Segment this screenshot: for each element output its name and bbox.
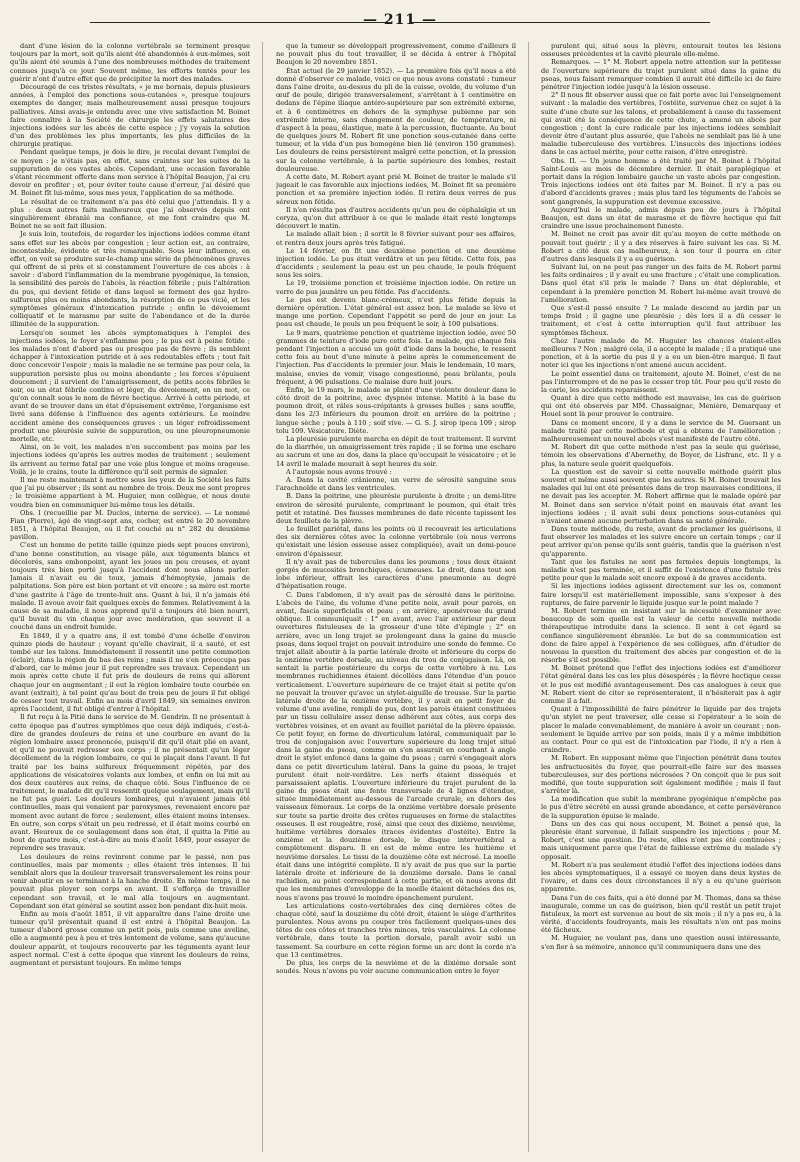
paragraph: A l'autopsie nous avons trouvé : <box>286 467 392 476</box>
paragraph: Pendant quelque temps, je dois le dire, je reculai devant l'emploi de ce moyen : je n'étais pas, en effet, sans craintes sur les suites de la suppuration de ces vastes abcès. Cependant, une occasion favorable s'étant récemment offerte dans mon service à l'hôpital Beaujon, j'ai cru devoir en profiter ; et, pour éviter toute cause d'erreur, j'ai désiré que M. Boinet fît lui-même, sous mes yeux, l'application de sa méthode. <box>10 148 250 198</box>
column-divider <box>262 42 263 1152</box>
paragraph: Je suis loin, toutefois, de regarder les injections iodées comme étant sans effet sur les abcès par congestion ; leur action est, au contraire, incontestable, évidente et très remarquable. Sous leur influence, en effet, on voit se produire sur-le-champ une série de phénomènes graves qui offrent de si près et si constamment l'ouverture de ces abcès : à savoir : d'abord l'inflammation de la membrane pyogénique, la tension, la sensibilité des parois de l'abcès, la réaction fébrile ; puis l'altération du pus, qui devient fétide et dans lequel se forment des gaz hydro-sulfureux plus ou moins abondants, la résorption de ce pus vicié, et les symptômes généraux d'intoxication putride ; enfin le dévoiement colliquatif et le marasme par suite de l'abondance et de la durée illimitée de la suppuration. <box>10 230 250 329</box>
paragraph: Si les injections iodées agissent directement sur les os, comment faire lorsqu'il est matériellement impossible, sans s'exposer à des ruptures, de faire parvenir le liquide jusque sur le point malade ? <box>541 582 781 607</box>
paragraph: Découragé de ces tristes résultats, « je me bornais, depuis plusieurs années, à l'emploi des ponctions sous-cutanées », presque toujours exemptes de danger, mais malheureusement aussi presque toujours palliatives. Ainsi avais-je entendu avec une vive satisfaction M. Boinet faire connaître à la Société de chirurgie les effets salutaires des injections iodées sur les abcès de cette espèce ; j'y voyais la solution d'un des problèmes les plus importants, les plus difficiles de la chirurgie pratique. <box>10 82 250 149</box>
paragraph: Lorsqu'on soumet les abcès symptomatiques à l'emploi des injections iodées, le foyer s'enflamme peu ; le pus est à peine fétide ; les malades n'ont d'abord pas ou presque pas de fièvre ; ils semblent échapper à l'intoxication putride et à ses redoutables effets ; tout fait donc concevoir l'espoir ; mais la maladie ne se termine pas pour cela, la suppuration persiste plus ou moins abondante ; les forces s'épuisent doucement ; il survient de l'amaigrissement, de petits accès fébriles le soir, ou un état fébrile continu et léger, du dévoiement, en un mot, ce qu'on connaît sous le nom de fièvre hectique. Arrivé à cette période, et avant de se trouver dans un état d'épuisement extrême, l'organisme est livré sans défense à l'influence des agents extérieurs. Le moindre accident amène des conséquences graves : un léger refroidissement produit une pleurésie suivie de suppuration, ou une pleuropneumonie mortelle, etc. <box>10 328 250 443</box>
paragraph: M. Boinet prétend que l'effet des injections iodées est d'améliorer l'état général dans les cas les plus désespérés ; la fièvre hectique cesse et le pus est modifié avantageusement. Des cas analogues à ceux que M. Robert vient de citer se représenteraient, il n'hésiterait pas à agir comme il a fait. <box>541 664 781 705</box>
paragraph: Le 9 mars, quatrième ponction et quatrième injection iodée, avec 50 grammes de teinture d'iode pure cette fois. Le malade, qui chaque fois pendant l'injection a accusé un goût d'iode dans la bouche, le ressent cette fois au bout d'une minute à peine après le commencement de l'injection. Pas d'accidents le premier jour. Mais le lendemain, 10 mars, malaise, envies de vomir, visage congestionné, peau brûlante, pouls fréquent, à 96 pulsations. Ce malaise dure huit jours. <box>276 328 516 386</box>
paragraph: M. Robert termine en insistant sur la nécessité d'examiner avec beaucoup de soin quelle est la valeur de cette nouvelle méthode thérapeutique introduite dans la science. Il sent à cet égard sa confiance singulièrement ébranlée. Le but de sa communication est donc de faire appel à l'expérience de ses collègues, afin d'étudier de nouveau la question du traitement des abcès par congestion et de la résorbe s'il est possible. <box>541 606 781 665</box>
text-column-right <box>541 42 781 1152</box>
paragraph: De plus, les corps de la neuvième et de la dixième dorsale sont soudés. Nous n'avons pu voir aucune communication entre le foyer <box>276 959 516 976</box>
paragraph: M. Huguier, ne voulant pas, dans une question aussi intéressante, s'en fier à sa mémoire, annonce qu'il communiquera dans une des <box>541 934 781 951</box>
paragraph: Dans ce moment encore, il y a dans le service de M. Guersant un malade traité par cette méthode et qui a obtenu de l'amélioration ; malheureusement un nouvel abcès s'est manifesté de l'autre côté. <box>541 418 781 443</box>
paragraph: Il n'en résulta pas d'autres accidents qu'un peu de céphalalgie et un coryza, qu'on dut attribuer à ce que le malade était resté longtemps découvert le matin. <box>276 205 516 231</box>
paragraph: Dans toute méthode, du reste, avant de proclamer les guérisons, il faut observer les malades et les suivre encore un certain temps ; car il peut arriver qu'on pense qu'ils sont guéris, tandis que la guérison n'est qu'apparente. <box>541 525 781 558</box>
paragraph: Le 19, troisième ponction et troisième injection iodée. On retire un verre de pus jaunâtre un peu fétide. Pas d'accidents. <box>276 279 516 296</box>
paragraph: Obs. I (recueillie par M. Duclos, interne de service). — Le nommé Fian (Pierre), âgé de vingt-sept ans, cocher, est entré le 20 novembre 1851, à l'hôpital Beaujon, où il fut couché au n° 282 du deuxième pavillon. <box>10 508 250 542</box>
paragraph: que la tumeur se développait progressivement, comme d'ailleurs il ne pouvait plus du tout travailler, il se décida à entrer à l'hôpital Beaujon le 20 novembre 1851. <box>276 42 516 67</box>
paragraph: C. Dans l'abdomen, il n'y avait pas de sérosité dans le péritoine. L'abcès de l'aine, du volume d'une petite noix, avait pour parois, en avant, fascia superficialis et peau ; en arrière, aponévrose du grand oblique. Il communiquait : 1° en avant, avec l'air extérieur par deux ouvertures fistuleuses de la grosseur d'une tête d'épingle ; 2° en arrière, avec un long trajet se prolongeant dans la gaine du muscle psoas, dans lequel trajet on pouvait introduire une sonde de femme. Ce trajet allait aboutir à la partie latérale droite et inférieure du corps de la onzième vertèbre dorsale, au niveau du trou de conjugaison. Là, on sentait la partie postérieure du corps de cette vertèbre à nu. Les membranes rachidiennes étaient décollées dans l'étendue d'un pouce verticalement. L'ouverture supérieure de ce trajet était si petite qu'on ne pouvait la trouver qu'avec un stylet-aiguille de trousse. Sur la partie latérale droite de la onzième vertèbre, il y avait en petit foyer du volume d'une aveline, rempli de pus, dont les parois étaient constituées par un tissu cellulaire assez dense adhérent aux côtes, aux corps des vertèbres voisines, et en avant au feuillet pariétal de la plèvre épaissie. Ce petit foyer, en forme de diverticulum latéral, communiquait par le trou de conjugaison avec l'ouverture supérieure du long trajet situé dans la gaine du psoas, comme on s'en assurait en courbant à angle droit le stylet enfoncé dans la gaine du psoas ; carré s'engageait alors dans ce petit diverticulum latéral. Dans la gaine du psoas, le trajet purulent était noir-verdâtre. Les nerfs étaient disséqués et parsaissaient aplatis. L'ouverture inférieure du trajet purulent de la gaine du psoas était une fente transversale de 4 lignes d'étendue, située immédiatement au-dessous de l'arcade crurale, en dehors des vaisseaux fémoraux. Le corps de la onzième vertèbre dorsale présente sur toute sa partie droite des crêtes rugueuses en forme de stalactites osseuses. Il est rougeâtre, rosé, ainsi que ceux des dixième, neuvième, huitième vertèbres dorsales (traces évidentes d'ostéite). Entre la onzième et la douzième dorsale, le disque intervertébral a complètement disparu. Il en est de même entre les huitième et neuvième dorsales. Le tissu de la douzième côte est nécrosé. La moelle était dans une intégrité complète. Il n'y avait de pus que sur la partie latérale droite et inférieure de la douzième dorsale. Dans le canal rachidien, au point correspondant à cette partie, et où nous avons dit que les membranes d'enveloppe de la moelle étaient détachées des os, nous n'avons pas trouvé le moindre épanchement purulent. <box>276 590 516 902</box>
page-header <box>20 12 780 32</box>
paragraph: Suivant lui, on ne peut pas ranger un des faits de M. Robert parmi les faits ordinaires ; il y avait eu une fracture ; c'était une complication. Dans quel état s'il pris le malade ? Dans un état déplorable, et cependant à la première ponction M. Robert lui-même avait trouvé de l'amélioration. <box>541 263 781 304</box>
paragraph: Le 14 février, on fit une deuxième ponction et une deuxième injection iodée. Le pus était verdâtre et un peu fétide. Cette fois, pas d'accidents ; seulement la peau est un peu chaude, le pouls fréquent sous les soirs. <box>276 246 516 280</box>
paragraph: A cette date, M. Robert ayant prié M. Boinet de traiter le malade s'il jugeait le cas favorable aux injections iodées, M. Boinet fit sa première ponction et sa première injection iodée. Il retira deux verres de pus séreux non fétide. <box>276 173 516 206</box>
paragraph: C'est un homme de petite taille (quinze pieds sept pouces environ), d'une bonne constitution, au visage pâle, aux téguments blancs et décolorés, sans embonpoint, ayant les joues un peu creuses, et ayant toujours très bien porté jusqu'à l'accident dont nous allons parler. Jamais il n'avait eu de toux, jamais d'hémoptysie, jamais de palpitations. Son père est bien portant et vit encore ; sa mère est morte d'une gastrite à l'âge de trente-huit ans. Quant à lui, il n'a jamais été malade. Il avoue avoir fait quelques excès de femmes. Relativement à la cause de sa maladie, il nous apprend qu'il a toujours été bien nourri, qu'il buvait du vin chaque jour avec modération, que souvent il a couché dans un endroit humide. <box>10 541 250 632</box>
paragraph: M. Robert dit que cette méthode n'est pas la seule qui guérisse, témoin les observations d'Abernethy, de Boyer, de Lisfranc, etc. Il y a plus, la nature seule guérit quelquefois. <box>541 443 781 468</box>
paragraph: Le malade allait bien ; il sortit le 8 février suivant pour ses affaires, et rentra deux jours après très fatigué. <box>276 230 516 247</box>
header-rule-right <box>410 22 710 23</box>
paragraph: Il n'y avait pas de tubercules dans les poumons ; tous deux étaient gorgés de mucosités bronchiques, écumeuses. Le droit, dans tout son lobe inférieur, offrait les caractères d'une pneumonie au degré d'hépatisation rouge. <box>276 557 516 591</box>
paragraph: Le feuillet pariétal, dans les points où il recouvrait les articulations des six dernières côtes avec la colonne vertébrale (où nous verrons qu'existait une lésion osseuse assez compliquée), avait un demi-pouce environ d'épaisseur. <box>276 525 516 558</box>
paragraph: dant d'une lésion de la colonne vertébrale se terminent presque toujours par la mort, soit qu'ils aient été abandonnés à eux-mêmes, soit qu'ils aient été soumis à l'une des nombreuses méthodes de traitement connues jusqu'à ce jour. Souvent même, les efforts tentés pour les guérir n'ont d'autre effet que de précipiter la mort des malades. <box>10 42 250 83</box>
text-column-middle <box>276 42 516 1152</box>
text-column-left <box>10 42 250 1152</box>
paragraph: La pleurésie purulente marcha en dépit de tout traitement. Il survint de la diarrhée, un amaigrissement très rapide ; il se forma une eschare au sacrum et une au dos, dans la place qu'occupait le vésicatoire ; et le 14 avril le malade mourait à sept heures du soir. <box>276 435 516 468</box>
paragraph: Ainsi, on le voit, les malades n'en succombent pas moins par les injections iodées qu'après les autres modes de traitement ; seulement ils arrivent au terme fatal par une voie plus longue et moins orageuse. Voilà, je le crains, toute la différence qu'il soit permis de signaler. <box>10 443 250 476</box>
paragraph: M. Boinet ne croit pas avoir dit qu'au moyen de cette méthode on pouvait tout guérir ; il y a des réserves à faire suivant les cas. Si M. Robert a cité deux cas malheureux, à son tour il pourra en citer d'autres dans lesquels il y a eu guérison. <box>541 230 781 263</box>
paragraph: Quant à dire que cette méthode est mauvaise, les cas de guérison qui ont été observés par MM. Chassaignac, Menière, Demarquay et Houel sont là pour prouver le contraire. <box>541 394 781 419</box>
paragraph: Les douleurs de reins revinrent comme par le passé, non pas continuelles, mais par moments ; elles étaient très intenses. Il lui semblait alors que la douleur traversait transversalement les reins pour venir aboutir en se terminant à la hanche droite. En même temps, il ne pouvait plus ployer son corps en avant. Il s'efforça de travailler cependant son travail, et le mal alla toujours en augmentant. Cependant son état général se soutint assez bon pendant dix-huit mois. <box>10 852 250 910</box>
paragraph: La question est de savoir si cette nouvelle méthode guérit plus souvent et même aussi souvent que les autres. Si M. Boinet trouvait les malades qui lui ont été présentés dans de trop mauvaises conditions, il ne devait pas les accepter. M. Robert affirme que le malade opéré par M. Boinet dans son service n'était point en mauvais état avant les injections iodées ; il avait subi deux ponctions sous-cutanées qui n'avaient amené aucune perturbation dans sa santé générale. <box>541 467 781 525</box>
paragraph: Chez l'autre malade de M. Huguier les chances étaient-elles meilleures ? Non ; malgré cela, il a accepté le malade ; il a pratiqué une ponction, et à la sortie du pus il y a eu un bien-être marqué. Il faut noter ici que les injections n'ont amené aucun accident. <box>541 336 781 370</box>
paragraph: Obs. II. — Un jeune homme a été traité par M. Boinet à l'hôpital Saint-Louis au mois de décembre dernier. Il était paraplégique et portait dans la région lombaire gauche un vaste abcès par congestion. Trois injections iodées ont été faites par M. Boinet. Il n'y a pas eu d'abord d'accidents graves ; mais plus tard les téguments de l'abcès se sont gangrenés, la suppuration est devenue excessive. <box>541 156 781 206</box>
paragraph: Il me reste maintenant à mettre sous les yeux de la Société les faits que j'ai pu observer ; ils sont au nombre de trois. Deux me sont propres ; le troisième appartient à M. Huguier, mon collègue, et nous doute voudra bien en communiquer lui-même tous les détails. <box>10 475 250 509</box>
paragraph: Tant que les fistules ne sont pas fermées depuis longtemps, la maladie n'est pas terminée, et il suffit de l'existence d'une fistule très petite pour que le malade soit encore exposé à de graves accidents. <box>541 557 781 583</box>
paragraph: Dans l'un de ces faits, qui a été donné par M. Thomas, dans sa thèse inaugurale, comme un cas de guérison, bien qu'il restât un petit trajet fistuleux, la mort est survenue au bout de six mois ; il n'y a pas eu, à la vérité, d'accidents foudroyants, mais les résultats n'en ont pas moins été fâcheux. <box>541 893 781 935</box>
paragraph: Que s'est-il passé ensuite ? Le malade descend au jardin par un temps froid ; il gagne une pleurésie ; dès lors il a dû cesser le traitement, et c'est à cette interruption qu'il faut attribuer les symptômes fâcheux. <box>541 304 781 337</box>
paragraph: Enfin au mois d'août 1851, il vit apparaître dans l'aine droite une tumeur qu'il présentait quand il est entré à l'hôpital Beaujon. La tumeur d'abord grosse comme un petit pois, puis comme une aveline, elle a augmenté peu à peu et très lentement de volume, sans qu'aucune douleur apparût, et toujours recouverte par les téguments ayant leur aspect normal. C'est à cette époque que vinrent les douleurs de reins, augmentant et persistant toujours. En même temps <box>10 909 250 967</box>
paragraph: M. Robert n'a pas seulement étudié l'effet des injections iodées dans les abcès symptomatiques, il a essayé ce moyen dans deux kystes de l'ovaire, et dans ces deux circonstances il n'y a eu qu'une guérison apparente. <box>541 860 781 894</box>
paragraph: Aujourd'hui le malade, admis depuis peu de jours à l'hôpital Beaujon, est dans un état de marasme et de fièvre hectique qui fait craindre une issue prochainement funeste. <box>541 205 781 231</box>
paragraph: Il fut reçu à la Pitié dans le service de M. Gendrin. Il ne présentait à cette époque pas d'autres symptômes que ceux déjà indiqués, c'est-à-dire de grandes douleurs de reins et une courbure en avant de la région lombaire assez prononcée, puisqu'il dit qu'il était plié en avant, et qu'il ne pouvait redresser son corps ; il ne présentait qu'un léger décollement de la région lombaire, ce qui le plaçait dans l'avant. Il fut traité par les bains sulfureux fréquemment répétés, par des applications de vésicatoires volants aux lombes, et enfin on lui mit au dos deux cautères aux reins, de chaque côté. Sous l'influence de ce traitement, le malade dit qu'il ressentit quelque soulagement, mais qu'il ne fut pas guéri. Les douleurs lombaires, qui n'avaient jamais été continuelles, mais qui venaient par paroxysmes, revenaient encore par moment avec autant de force ; seulement, elles étaient moins intenses. En outre, son corps s'était un peu redressé, et il était moins courbé en avant. Heureux de ce soulagement dans son état, il quitta la Pitié au bout de quatre mois, c'est-à-dire au mois d'août 1849, pour essayer de reprendre ses travaux. <box>10 713 250 853</box>
paragraph: Remarques. — 1° M. Robert appela notre attention sur la petitesse de l'ouverture supérieure du trajet purulent situé dans la gaine du psoas, nous faisant remarquer combien il aurait été difficile ici de faire pénétrer l'injection iodée jusqu'à la lésion osseuse. <box>541 58 781 91</box>
paragraph: purulent qui, situé sous la plèvre, entourait toutes les lésions osseuses précédentes et la cavité pleurale elle-même. <box>541 42 781 59</box>
paragraph: M. Robert. En supposant même que l'injection pénétrât dans toutes les anfractuosités du foyer, que pourrait-elle faire sur des masses tuberculeuses, sur des portions nécrosées ? On conçoit que le pus soit modifié, que toute suppuration soit également modifiée ; mais il faut s'arrêter là. <box>541 754 781 796</box>
paragraph: Dans un des cas qui nous occupent, M. Boinet a pensé que, la pleurésie étant survenue, il fallait suspendre les injections ; pour M. Robert, c'est une question. Du reste, elles n'ont pas été continuées ; mais uniquement parce que l'état de faiblesse extrême du malade s'y opposait. <box>541 819 781 861</box>
paragraph: Enfin, le 19 mars, le malade se plaint d'une violente douleur dans le côté droit de la poitrine, avec dyspnée intense. Matité à la base du poumon droit, et râles sous-crépitants à grosses bulles ; sans souffle, dans les 2/3 inférieurs du poumon droit en arrière de la poitrine ; langue sèche ; pouls à 110 ; soif vive. — G. S. J. sirop ipeca 109 ; sirop tolu 109. Vésicatoire. Diète. <box>276 385 516 435</box>
paragraph: État actuel (le 29 janvier 1852). — La première fois qu'il nous a été donné d'observer ce malade, voici ce que nous avons constaté : tumeur dans l'aine droite, au-dessus du pli de la cuisse, ovoïde, du volume d'un œuf de poule, dirigée transversalement, s'arrêtant à 1 centimètre en dedans de l'épine iliaque antéro-supérieure par son extrémité externe, et à 6 centimètres en dehors de la symphyse pubienne par son extrémité interne, sans changement de couleur, de température, ni d'aspect à la peau, élastique, mate à la percussion, fluctuante. Au bout de quelques jours M. Robert fit une ponction sous-cutanée dans cette tumeur, et la vida d'un pus homogène bien lié (environ 150 grammes). Les douleurs de reins persistèrent malgré cette ponction, et la pression sur la colonne vertébrale, à la partie supérieure des lombes, restait douloureuse. <box>276 66 516 173</box>
paragraph: Le point essentiel dans ce traitement, ajoute M. Boinet, c'est de ne pas l'interrompre et de ne pas le cesser trop tôt. Pour peu qu'il reste de la carie, les accidents reparaissent. <box>541 369 781 394</box>
paragraph: A. Dans la cavité crânienne, un verre de sérosité sanguine sous l'arachnoïde et dans les ventricules. <box>276 475 516 493</box>
paragraph: Le résultat de ce traitement n'a pas été celui que j'attendais. Il y a plus : deux autres faits malheureux que j'ai observés depuis ont singulièrement ébranlé ma confiance, et me font craindre que M. Boinet ne se soit fait illusion. <box>10 197 250 231</box>
paragraph: En 1849, il y a quatre ans, il est tombé d'une échelle d'environ quinze pieds de hauteur ; voyant qu'elle chavirait, il a sauté, et est tombé sur les talons. Immédiatement il ressentit une petite commotion (éclair), dans la région du bas des reins ; mais il ne s'en préoccupa pas d'abord, car le même jour il put reprendre ses travaux. Cependant un mois après cette chute il fut pris de douleurs de reins qui allèrent chaque jour en augmentant ; il eut la région lombaire toute courbée en avant (extrait), à tel point qu'au bout de trois peu de jours il fut obligé de cesser tout travail. Enfin au mois d'avril 1849, six semaines environ après l'accident, il fut obligé d'entrer à l'hôpital. <box>10 631 250 714</box>
paragraph: Quant à l'impossibilité de faire pénétrer le liquide par des trajets qu'un stylet ne peut traverser, elle cesse si l'opérateur a le soin de placer le malade convenablement, de manière à avoir un courant ; non-seulement le liquide arrive par son poids, mais il y a même imbibition au contact. Pour ce qui est de l'intoxication par l'iode, il n'y a rien à craindre. <box>541 705 781 755</box>
column-divider <box>528 42 529 1152</box>
paragraph: 2° Il nous fit observer aussi que ce fait porte avec lui l'enseignement suivant : la maladie des vertèbres, l'ostéite, survenue chez ce sujet à la suite d'une chute sur les talons, et probablement à cause du tassement qui avait été la conséquence de cette chute, a amené un abcès par congestion ; dont la cure radicale par les injections iodées semblait devoir être d'autant plus assurée, que l'abcès ne semblait pas lié à une maladie tuberculeuse des vertèbres. L'insuccès des injections iodées dans le cas actuel mérite, pour cette raison, d'être enregistré. <box>541 91 781 157</box>
paragraph: Le pus est devenu blanc-crémeux, n'est plus fétide depuis la dernière opération. L'état général est assez bon. Le malade se lève et mange une portion. Cependant l'appétit se perd de jour en jour. La peau est chaude, le pouls un peu fréquent le soir, à 100 pulsations. <box>276 295 516 329</box>
paragraph: B. Dans la poitrine, une pleurésie purulente à droite ; un demi-litre environ de sérosité purulente, comprimant le poumon, qui était très petit et ratatiné. Des fausses membranes de date récente tapissent les deux feuillets de la plèvre. <box>276 492 516 525</box>
paragraph: La modification que subit la membrane pyogénique n'empêche pas le pus d'être sécrété en aussi grande abondance, et cette persévérance de la suppuration épuise le malade. <box>541 795 781 820</box>
page-number: — 211 — <box>363 12 437 28</box>
paragraph: Les articulations costo-vertébrales des cinq dernières côtes de chaque côté, sauf la douzième du côté droit, étaient le siège d'arthrites purulentes. Nous avons pu couper très facilement quelques-unes des têtes de ces côtes et tranches très minces, très vasculaires. La colonne vertébrale, dans toute la portion dorsale, paraît avoir subi un tassement. Sa courbure en cette région forme un arc dont la corde n'a que 13 centimètres. <box>276 901 516 959</box>
